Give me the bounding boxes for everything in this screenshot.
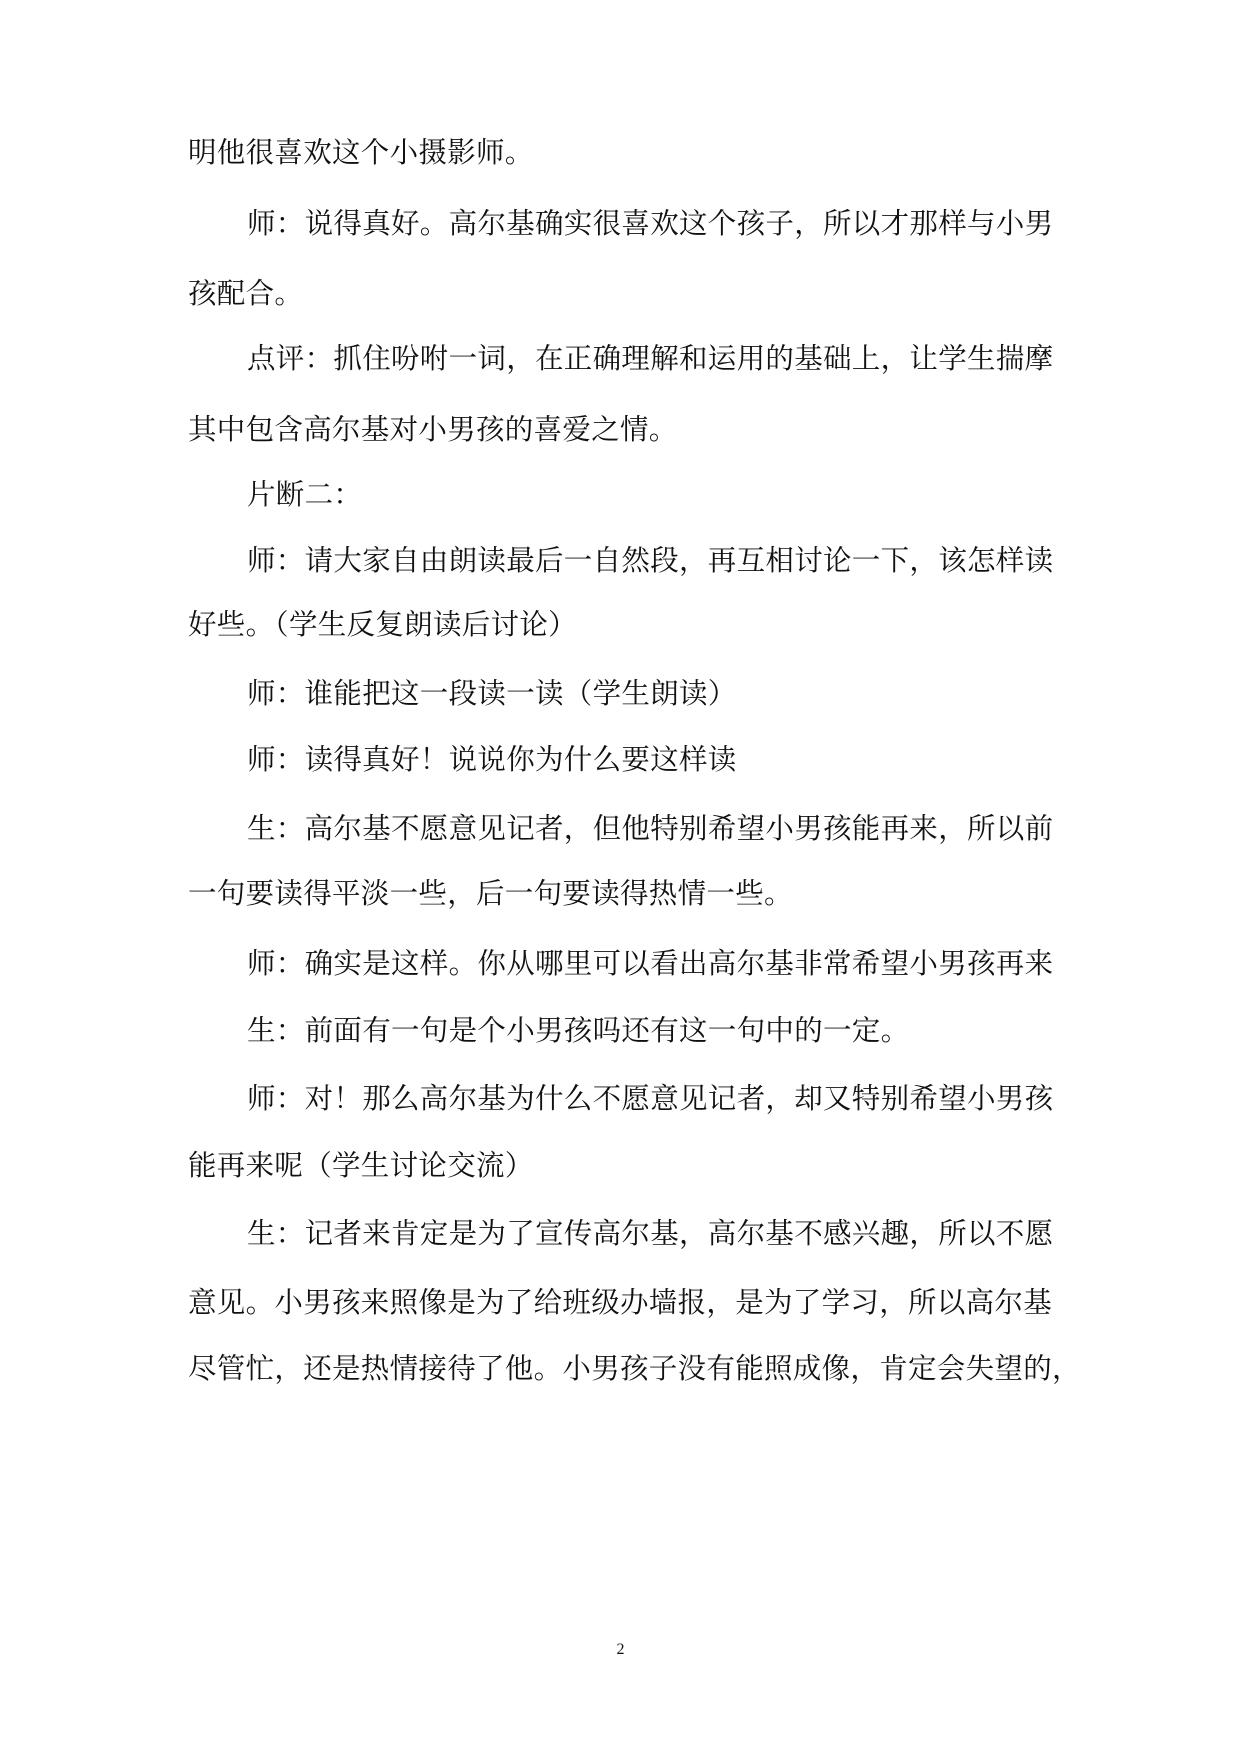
- text-line: 其中包含高尔基对小男孩的喜爱之情。: [188, 413, 678, 446]
- text-line: 点评：抓住吩咐一词，在正确理解和运用的基础上，让学生揣摩: [247, 342, 1054, 375]
- text-line: 能再来呢（学生讨论交流）: [188, 1149, 534, 1182]
- section-heading: 片断二：: [247, 478, 363, 511]
- text-line: 师：确实是这样。你从哪里可以看出高尔基非常希望小男孩再来: [247, 947, 1054, 980]
- text-line: 生：前面有一句是个小男孩吗还有这一句中的一定。: [247, 1014, 910, 1047]
- text-line: 生：高尔基不愿意见记者，但他特别希望小男孩能再来，所以前: [247, 812, 1054, 845]
- text-line: 一句要读得平淡一些，后一句要读得热情一些。: [188, 877, 793, 910]
- text-line: 师：谁能把这一段读一读（学生朗读）: [247, 677, 737, 710]
- text-line: 明他很喜欢这个小摄影师。: [188, 136, 534, 169]
- text-line: 师：说得真好。高尔基确实很喜欢这个孩子，所以才那样与小男: [247, 207, 1054, 240]
- text-line: 孩配合。: [188, 277, 304, 310]
- text-line: 好些。（学生反复朗读后讨论）: [188, 608, 577, 641]
- text-line: 生：记者来肯定是为了宣传高尔基，高尔基不感兴趣，所以不愿: [247, 1217, 1054, 1250]
- text-line: 尽管忙，还是热情接待了他。小男孩子没有能照成像，肯定会失望的，: [188, 1352, 1081, 1385]
- text-line: 师：读得真好！说说你为什么要这样读: [247, 743, 737, 776]
- text-line: 师：对！那么高尔基为什么不愿意见记者，却又特别希望小男孩: [247, 1082, 1054, 1115]
- page-number: 2: [616, 1641, 625, 1658]
- text-line: 师：请大家自由朗读最后一自然段，再互相讨论一下，该怎样读: [247, 544, 1054, 577]
- text-line: 意见。小男孩来照像是为了给班级办墙报，是为了学习，所以高尔基: [188, 1286, 1053, 1319]
